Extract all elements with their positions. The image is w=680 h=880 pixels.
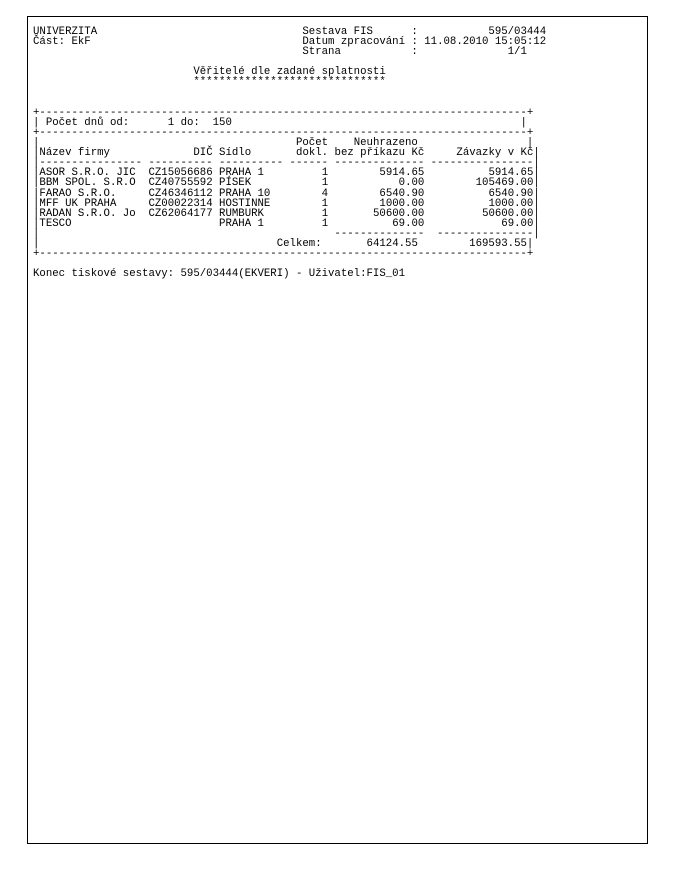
cell-unpaid: 6540.90 <box>379 187 425 200</box>
cell-dic: CZ40755592 <box>148 177 213 190</box>
filter-to: 150 <box>212 116 232 129</box>
cell-sidlo: PÍSEK <box>219 177 252 190</box>
cell-name: BBM SPOL. S.R.O <box>39 177 136 190</box>
cell-name: FARAO S.R.O. <box>39 187 117 200</box>
liabilities-header: Závazky v Kč <box>456 147 534 160</box>
table-row: |ASOR S.R.O. JIC CZ15056686 PRAHA 1 1 5914.65 5914.65| <box>33 167 540 180</box>
cell-count: 4 <box>321 187 329 200</box>
cell-name: MFF UK PRAHA <box>39 197 117 210</box>
cell-unpaid: 1000.00 <box>379 197 425 210</box>
dic-header: DIČ <box>193 147 213 160</box>
totals-rule: | -------------- ---------------| <box>33 227 540 240</box>
footer-line <box>33 269 546 279</box>
cell-unpaid: 5914.65 <box>379 167 425 180</box>
cell-count: 1 <box>321 207 329 220</box>
cell-sidlo: PRAHA 1 <box>219 167 264 180</box>
filter-box-top: +----------------------------------------------------------------------------+ <box>33 106 534 119</box>
cell-name: TESCO <box>39 217 72 230</box>
department-label: Část: EkF <box>33 36 91 49</box>
table-row: |MFF UK PRAHA CZ00022314 HOSTINNE 1 1000.00 1000.00| <box>33 197 540 210</box>
header-line-2: Část: EkF Datum zpracování : 11.08.2010 15:05:12 <box>33 36 547 49</box>
header-line-1: UNIVERZITA Sestava FIS : 595/03444 <box>33 26 547 38</box>
cell-sidlo: HOSTINNE <box>219 197 271 210</box>
cell-dic: CZ46346112 <box>148 187 213 200</box>
date-label: Datum zpracování <box>302 36 406 49</box>
cell-liabilities: 6540.90 <box>488 187 534 200</box>
name-header: Název firmy <box>39 147 110 160</box>
table-row: |RADAN S.R.O. Jo CZ62064177 RUMBURK 1 50600.00 50600.00| <box>33 207 540 220</box>
cell-liabilities: 69.00 <box>501 217 534 230</box>
unpaid-header-1: Neuhrazeno <box>353 137 418 150</box>
count-header-2: dokl. <box>296 147 329 160</box>
cell-count: 1 <box>321 197 329 210</box>
cell-dic: CZ15056686 <box>148 167 213 180</box>
table-bottom: +----------------------------------------------------------------------------+ <box>33 248 534 261</box>
title-underline: ****************************** <box>33 76 386 89</box>
unpaid-header-2: bez příkazu Kč <box>334 147 425 160</box>
table-header-line-1: | Počet Neuhrazeno | <box>33 137 534 150</box>
filter-from: 1 <box>167 116 175 129</box>
table-header-rule: |---------------- ---------- ---------- ------ -------------- ----------------| <box>33 157 540 170</box>
cell-unpaid: 0.00 <box>398 177 425 190</box>
table-header-line-2: |Název firmy DIČ Sídlo dokl. bez příkazu Kč Závazky v Kč| <box>33 147 540 160</box>
cell-liabilities: 5914.65 <box>488 167 534 180</box>
cell-dic: CZ00022314 <box>148 197 213 210</box>
cell-liabilities: 105469.00 <box>475 177 534 190</box>
count-header-1: Počet <box>295 137 329 150</box>
page-label: Strana <box>302 46 341 59</box>
total-liabilities: 169593.55 <box>469 237 527 250</box>
report-body <box>33 27 546 279</box>
cell-sidlo: PRAHA 10 <box>219 187 271 200</box>
report-number: 595/03444 <box>488 26 547 38</box>
processed-at: 11.08.2010 15:05:12 <box>424 36 547 49</box>
filter-line: | Počet dnů od: 1 do: 150 | <box>33 116 527 129</box>
organization-label: UNIVERZITA <box>33 26 98 38</box>
footer-text: Konec tiskové sestavy: 595/03444(EKVERI) - Uživatel:FIS_01 <box>33 268 405 281</box>
report-page <box>27 16 648 844</box>
table-row: |FARAO S.R.O. CZ46346112 PRAHA 10 4 6540.90 6540.90| <box>33 187 540 200</box>
cell-liabilities: 1000.00 <box>488 197 534 210</box>
totals-line: | Celkem: 64124.55 169593.55| <box>33 237 534 250</box>
table-row: |TESCO PRAHA 1 1 69.00 69.00| <box>33 217 540 230</box>
cell-sidlo: PRAHA 1 <box>219 217 264 230</box>
filter-label: Počet dnů od: <box>45 116 130 129</box>
cell-unpaid: 69.00 <box>392 217 425 230</box>
report-title: Věřitelé dle zadané splatnosti <box>193 66 386 79</box>
cell-unpaid: 50600.00 <box>373 207 425 220</box>
filter-to-label: do: <box>180 116 200 129</box>
header-line-3: Strana : 1/1 <box>302 46 527 59</box>
table-row: |BBM SPOL. S.R.O CZ40755592 PÍSEK 1 0.00 105469.00| <box>33 177 540 190</box>
cell-count: 1 <box>321 177 329 190</box>
cell-liabilities: 50600.00 <box>482 207 534 220</box>
sidlo-header: Sídlo <box>219 147 252 160</box>
cell-sidlo: RUMBURK <box>219 207 264 220</box>
report-label: Sestava FIS <box>302 26 373 38</box>
page-number: 1/1 <box>507 46 527 59</box>
cell-count: 1 <box>321 167 329 180</box>
cell-name: RADAN S.R.O. Jo <box>39 207 136 220</box>
table-top: +----------------------------------------------------------------------------+ <box>33 126 534 139</box>
cell-dic: CZ62064177 <box>148 207 213 220</box>
total-unpaid: 64124.55 <box>366 237 418 250</box>
cell-count: 1 <box>321 217 329 230</box>
blank-2 <box>33 88 546 98</box>
cell-name: ASOR S.R.O. JIC <box>39 167 136 180</box>
total-label: Celkem: <box>276 237 322 250</box>
